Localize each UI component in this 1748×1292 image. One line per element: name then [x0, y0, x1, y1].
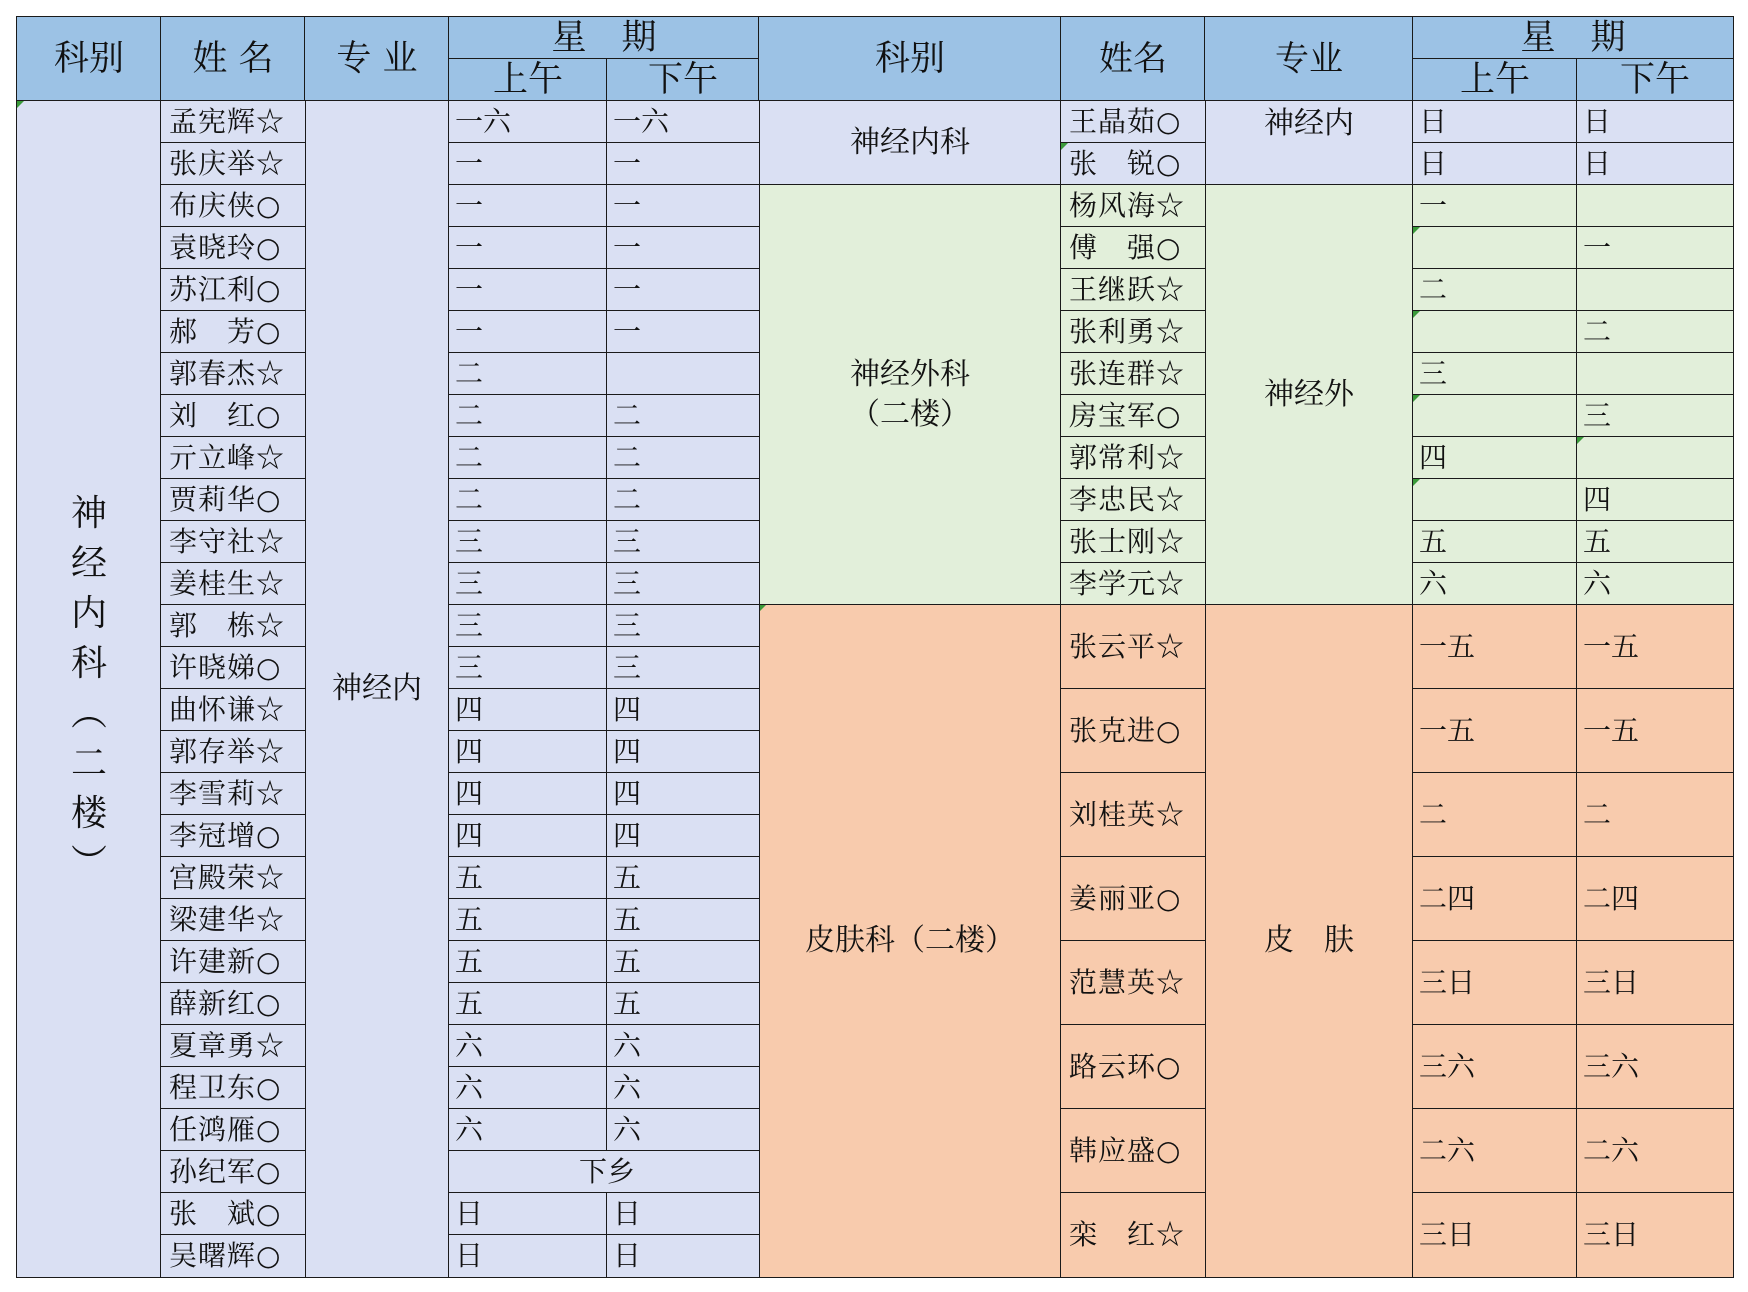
schedule-pm: 三 [1576, 394, 1734, 438]
schedule-pm: 四 [1576, 478, 1734, 522]
schedule-pm: 三 [606, 520, 760, 564]
green-corner-marker [1413, 395, 1420, 402]
schedule-am: 二六 [1412, 1108, 1578, 1194]
doctor-name: 范慧英☆ [1060, 940, 1206, 1026]
schedule-pm: 二六 [1576, 1108, 1734, 1194]
doctor-name: 宫殿荣☆ [160, 856, 306, 900]
schedule-am: 五 [448, 856, 608, 900]
doctor-name: 贾莉华○ [160, 478, 306, 522]
schedule-am: 三日 [1412, 940, 1578, 1026]
left-dept-char: 科 [70, 643, 107, 684]
schedule-am: 一五 [1412, 688, 1578, 774]
schedule-pm [1576, 436, 1734, 480]
schedule-am: 日 [1412, 100, 1578, 144]
schedule-am: 一 [448, 310, 608, 354]
schedule-pm: 一六 [606, 100, 760, 144]
doctor-name: 布庆侠○ [160, 184, 306, 228]
doctor-name: 吴曙辉○ [160, 1234, 306, 1278]
neuro-internal-dept-cell: 神经内科 [758, 100, 1062, 186]
doctor-name: 张士刚☆ [1060, 520, 1206, 564]
schedule-pm: 五 [606, 898, 760, 942]
schedule-am: 三六 [1412, 1024, 1578, 1110]
schedule-pm: 二 [1576, 310, 1734, 354]
left-dept-char: ︵ [70, 693, 107, 734]
schedule-am: 二 [1412, 268, 1578, 312]
schedule-am: 二 [448, 394, 608, 438]
schedule-pm: 四 [606, 730, 760, 774]
header-pm-right: 下午 [1576, 58, 1734, 102]
doctor-name: 张云平☆ [1060, 604, 1206, 690]
schedule-pm: 三 [606, 604, 760, 648]
schedule-pm: 二 [606, 436, 760, 480]
schedule-am: 一 [1412, 184, 1578, 228]
schedule-am: 六 [448, 1108, 608, 1152]
header-specialty: 专 业 [304, 16, 450, 102]
dermatology-specialty-cell: 皮 肤 [1204, 604, 1414, 1278]
left-dept-char: 内 [70, 593, 107, 634]
schedule-am: 一 [448, 268, 608, 312]
schedule-pm: 日 [1576, 142, 1734, 186]
schedule-pm: 一五 [1576, 604, 1734, 690]
green-corner-marker [1413, 227, 1420, 234]
doctor-name: 李守社☆ [160, 520, 306, 564]
doctor-name: 刘桂英☆ [1060, 772, 1206, 858]
schedule-pm: 一 [606, 268, 760, 312]
dermatology-dept-cell: 皮肤科（二楼） [758, 604, 1062, 1278]
header-dept: 科别 [16, 16, 162, 102]
schedule-am: 二 [1412, 772, 1578, 858]
schedule-am: 二 [448, 352, 608, 396]
header-name-right: 姓名 [1060, 16, 1206, 102]
schedule-pm: 六 [606, 1066, 760, 1110]
left-specialty-cell: 神经内 [304, 100, 450, 1278]
doctor-name: 郭存举☆ [160, 730, 306, 774]
schedule-pm [1576, 352, 1734, 396]
doctor-name: 李学元☆ [1060, 562, 1206, 606]
schedule-pm: 二 [1576, 772, 1734, 858]
header-specialty-right: 专业 [1204, 16, 1414, 102]
doctor-name: 张 斌○ [160, 1192, 306, 1236]
left-dept-char: 神 [70, 493, 107, 534]
left-dept-char: ︶ [70, 843, 107, 884]
schedule-am: 六 [1412, 562, 1578, 606]
schedule-am: 一 [448, 142, 608, 186]
doctor-name: 薛新红○ [160, 982, 306, 1026]
schedule-am [1412, 226, 1578, 270]
doctor-name: 袁晓玲○ [160, 226, 306, 270]
schedule-pm: 一 [606, 226, 760, 270]
schedule-am: 四 [448, 688, 608, 732]
schedule-am: 三 [448, 646, 608, 690]
schedule-am: 一 [448, 184, 608, 228]
neuro-surgery-dept-line1: 神经外科 [850, 357, 970, 392]
schedule-am: 五 [448, 982, 608, 1026]
schedule-pm: 三 [606, 646, 760, 690]
schedule-pm: 一 [606, 184, 760, 228]
doctor-name: 许晓娣○ [160, 646, 306, 690]
green-corner-marker [1413, 479, 1420, 486]
doctor-name: 郭常利☆ [1060, 436, 1206, 480]
doctor-name: 刘 红○ [160, 394, 306, 438]
schedule-am: 三 [448, 520, 608, 564]
schedule-pm: 日 [1576, 100, 1734, 144]
schedule-pm: 三 [606, 562, 760, 606]
schedule-pm [1576, 268, 1734, 312]
schedule-am: 三 [448, 604, 608, 648]
doctor-name: 张 锐○ [1060, 142, 1206, 186]
schedule-pm: 四 [606, 814, 760, 858]
schedule-am: 三日 [1412, 1192, 1578, 1278]
schedule-am: 四 [1412, 436, 1578, 480]
schedule-merged: 下乡 [448, 1150, 760, 1194]
green-corner-marker [1413, 311, 1420, 318]
schedule-am: 四 [448, 814, 608, 858]
left-dept-char: 楼 [70, 793, 107, 834]
left-dept-char: 二 [70, 743, 107, 784]
schedule-am: 五 [448, 898, 608, 942]
left-dept-cell [16, 100, 162, 1278]
green-corner-marker [1577, 437, 1584, 444]
schedule-pm: 三日 [1576, 1192, 1734, 1278]
doctor-name: 郭 栋☆ [160, 604, 306, 648]
neuro-internal-specialty-cell: 神经内 [1204, 100, 1414, 186]
header-week-right: 星 期 [1412, 16, 1734, 60]
header-week: 星 期 [448, 16, 760, 60]
schedule-pm: 三日 [1576, 940, 1734, 1026]
schedule-pm [606, 352, 760, 396]
schedule-am: 三 [448, 562, 608, 606]
doctor-name: 许建新○ [160, 940, 306, 984]
schedule-am [1412, 478, 1578, 522]
schedule-pm: 四 [606, 688, 760, 732]
doctor-name: 栾 红☆ [1060, 1192, 1206, 1278]
doctor-name: 韩应盛○ [1060, 1108, 1206, 1194]
schedule-pm: 一 [1576, 226, 1734, 270]
schedule-pm: 四 [606, 772, 760, 816]
green-corner-marker [1061, 143, 1068, 150]
doctor-name: 房宝军○ [1060, 394, 1206, 438]
schedule-am: 日 [448, 1234, 608, 1278]
schedule-am: 四 [448, 772, 608, 816]
doctor-name: 王晶茹○ [1060, 100, 1206, 144]
doctor-name: 张连群☆ [1060, 352, 1206, 396]
doctor-name: 任鸿雁○ [160, 1108, 306, 1152]
schedule-am: 五 [1412, 520, 1578, 564]
doctor-name: 郭春杰☆ [160, 352, 306, 396]
schedule-am: 三 [1412, 352, 1578, 396]
doctor-name: 梁建华☆ [160, 898, 306, 942]
schedule-am: 日 [1412, 142, 1578, 186]
schedule-pm: 二 [606, 394, 760, 438]
neuro-surgery-specialty-cell: 神经外 [1204, 184, 1414, 606]
header-am: 上午 [448, 58, 608, 102]
doctor-name: 张克进○ [1060, 688, 1206, 774]
schedule-pm: 六 [1576, 562, 1734, 606]
green-corner-marker [17, 101, 24, 108]
schedule-pm: 日 [606, 1234, 760, 1278]
schedule-am: 五 [448, 940, 608, 984]
neuro-surgery-dept-cell [758, 184, 1062, 606]
schedule-pm: 五 [606, 940, 760, 984]
green-corner-marker [759, 605, 766, 612]
schedule-pm: 五 [1576, 520, 1734, 564]
doctor-name: 张庆举☆ [160, 142, 306, 186]
schedule-pm: 二四 [1576, 856, 1734, 942]
schedule-pm: 日 [606, 1192, 760, 1236]
schedule-pm: 一 [606, 310, 760, 354]
doctor-name: 杨风海☆ [1060, 184, 1206, 228]
header-am-right: 上午 [1412, 58, 1578, 102]
schedule-pm: 五 [606, 856, 760, 900]
schedule-pm: 二 [606, 478, 760, 522]
header-pm: 下午 [606, 58, 760, 102]
doctor-name: 张利勇☆ [1060, 310, 1206, 354]
schedule-am: 日 [448, 1192, 608, 1236]
doctor-name: 路云环○ [1060, 1024, 1206, 1110]
schedule-am: 四 [448, 730, 608, 774]
schedule-am: 二 [448, 436, 608, 480]
schedule-am [1412, 394, 1578, 438]
schedule-am: 一六 [448, 100, 608, 144]
doctor-name: 夏章勇☆ [160, 1024, 306, 1068]
doctor-name: 孟宪辉☆ [160, 100, 306, 144]
header-dept-right: 科别 [758, 16, 1062, 102]
doctor-name: 王继跃☆ [1060, 268, 1206, 312]
doctor-name: 姜桂生☆ [160, 562, 306, 606]
schedule-am: 二四 [1412, 856, 1578, 942]
left-dept-char: 经 [70, 543, 107, 584]
schedule-pm: 一五 [1576, 688, 1734, 774]
header-name: 姓 名 [160, 16, 306, 102]
schedule-am: 二 [448, 478, 608, 522]
doctor-name: 李冠增○ [160, 814, 306, 858]
doctor-name: 李雪莉☆ [160, 772, 306, 816]
schedule-am: 一五 [1412, 604, 1578, 690]
schedule-pm: 五 [606, 982, 760, 1026]
neuro-surgery-dept-line2: （二楼） [850, 397, 970, 432]
schedule-pm: 一 [606, 142, 760, 186]
doctor-name: 孙纪军○ [160, 1150, 306, 1194]
doctor-name: 傅 强○ [1060, 226, 1206, 270]
schedule-pm: 六 [606, 1024, 760, 1068]
schedule-am: 六 [448, 1024, 608, 1068]
schedule-am: 一 [448, 226, 608, 270]
doctor-name: 曲怀谦☆ [160, 688, 306, 732]
doctor-name: 程卫东○ [160, 1066, 306, 1110]
schedule-pm [1576, 184, 1734, 228]
doctor-name: 李忠民☆ [1060, 478, 1206, 522]
doctor-name: 郝 芳○ [160, 310, 306, 354]
doctor-name: 姜丽亚○ [1060, 856, 1206, 942]
schedule-pm: 六 [606, 1108, 760, 1152]
doctor-name: 亓立峰☆ [160, 436, 306, 480]
schedule-am [1412, 310, 1578, 354]
schedule-pm: 三六 [1576, 1024, 1734, 1110]
schedule-am: 六 [448, 1066, 608, 1110]
doctor-name: 苏江利○ [160, 268, 306, 312]
